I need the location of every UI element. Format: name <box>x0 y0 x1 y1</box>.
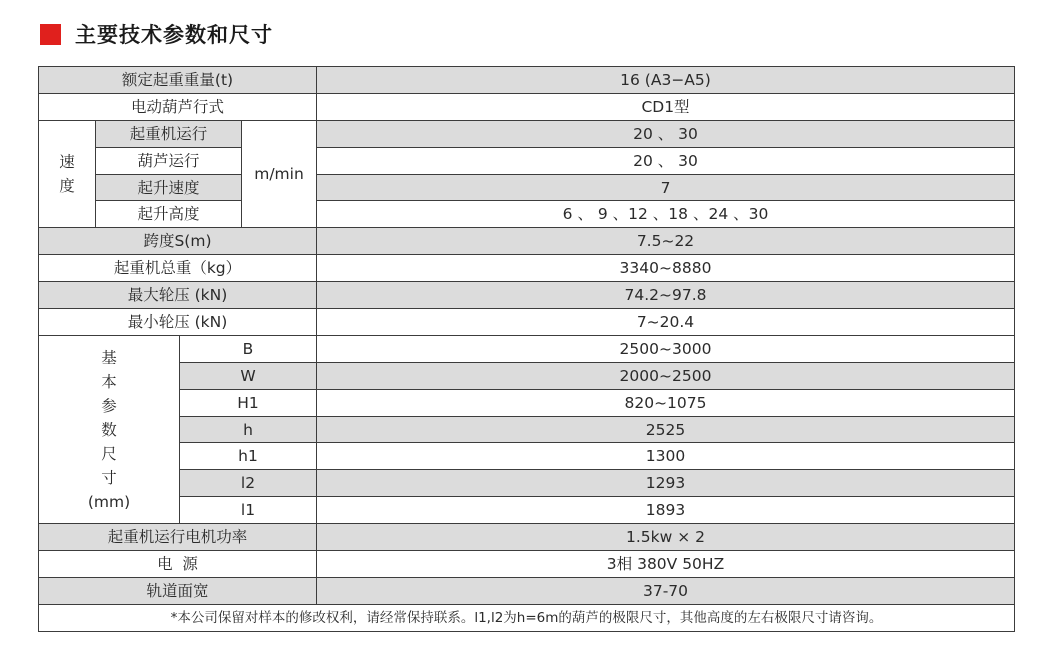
table-row <box>39 335 1015 362</box>
table-row <box>39 416 1015 443</box>
dimension-symbol: l1 <box>180 497 317 524</box>
footnote-row <box>39 604 1015 631</box>
row-value: 2500~3000 <box>317 335 1015 362</box>
dimension-symbol: l2 <box>180 470 317 497</box>
row-value: 3相 380V 50HZ <box>317 551 1015 578</box>
row-value: 3340~8880 <box>317 255 1015 282</box>
row-value: 20 、 30 <box>317 147 1015 174</box>
speed-unit: m/min <box>242 120 317 228</box>
table-row <box>39 93 1015 120</box>
row-label: 最小轮压 (kN) <box>39 309 317 336</box>
table-row <box>39 309 1015 336</box>
row-label: 电 源 <box>39 551 317 578</box>
row-label: 轨道面宽 <box>39 577 317 604</box>
row-value: 6 、 9 、12 、18 、24 、30 <box>317 201 1015 228</box>
table-row <box>39 497 1015 524</box>
row-value: 37-70 <box>317 577 1015 604</box>
dimension-symbol: H1 <box>180 389 317 416</box>
table-row <box>39 362 1015 389</box>
red-square-icon <box>40 24 61 45</box>
table-row <box>39 120 1015 147</box>
table-row <box>39 201 1015 228</box>
table-row <box>39 443 1015 470</box>
spec-table <box>38 66 1015 632</box>
table-row <box>39 147 1015 174</box>
row-value: 1300 <box>317 443 1015 470</box>
row-value: 1293 <box>317 470 1015 497</box>
row-label: 最大轮压 (kN) <box>39 282 317 309</box>
footnote: *本公司保留对样本的修改权利，请经常保持联系。l1,l2为h=6m的葫芦的极限尺寸，其他高度的左右极限尺寸请咨询。 <box>39 604 1015 631</box>
row-label: 跨度S(m) <box>39 228 317 255</box>
table-row <box>39 174 1015 201</box>
row-value: 820~1075 <box>317 389 1015 416</box>
row-value: 7~20.4 <box>317 309 1015 336</box>
row-value: 20 、 30 <box>317 120 1015 147</box>
table-row <box>39 255 1015 282</box>
row-value: 16 (A3−A5) <box>317 67 1015 94</box>
table-row <box>39 282 1015 309</box>
row-value: 1.5kw × 2 <box>317 524 1015 551</box>
row-value: 74.2~97.8 <box>317 282 1015 309</box>
row-label: 起重机运行 <box>96 120 242 147</box>
row-value: 2525 <box>317 416 1015 443</box>
row-value: CD1型 <box>317 93 1015 120</box>
row-value: 7.5~22 <box>317 228 1015 255</box>
row-label: 额定起重重量(t) <box>39 67 317 94</box>
table-row <box>39 524 1015 551</box>
row-label: 电动葫芦行式 <box>39 93 317 120</box>
row-label: 起升速度 <box>96 174 242 201</box>
section-title: 主要技术参数和尺寸 <box>75 23 273 47</box>
dimensions-group-label: 基 本 参 数 尺 寸 (mm) <box>39 335 180 523</box>
dimension-symbol: h1 <box>180 443 317 470</box>
row-label: 葫芦运行 <box>96 147 242 174</box>
row-value: 1893 <box>317 497 1015 524</box>
table-row <box>39 470 1015 497</box>
table-row <box>39 228 1015 255</box>
dimension-symbol: W <box>180 362 317 389</box>
section-heading <box>40 20 273 48</box>
row-label: 起升高度 <box>96 201 242 228</box>
speed-group-label: 速 度 <box>39 120 96 228</box>
table-row <box>39 551 1015 578</box>
row-value: 7 <box>317 174 1015 201</box>
dimension-symbol: h <box>180 416 317 443</box>
table-row <box>39 389 1015 416</box>
row-label: 起重机总重（kg） <box>39 255 317 282</box>
table-row <box>39 577 1015 604</box>
row-label: 起重机运行电机功率 <box>39 524 317 551</box>
row-value: 2000~2500 <box>317 362 1015 389</box>
dimension-symbol: B <box>180 335 317 362</box>
table-row <box>39 67 1015 94</box>
